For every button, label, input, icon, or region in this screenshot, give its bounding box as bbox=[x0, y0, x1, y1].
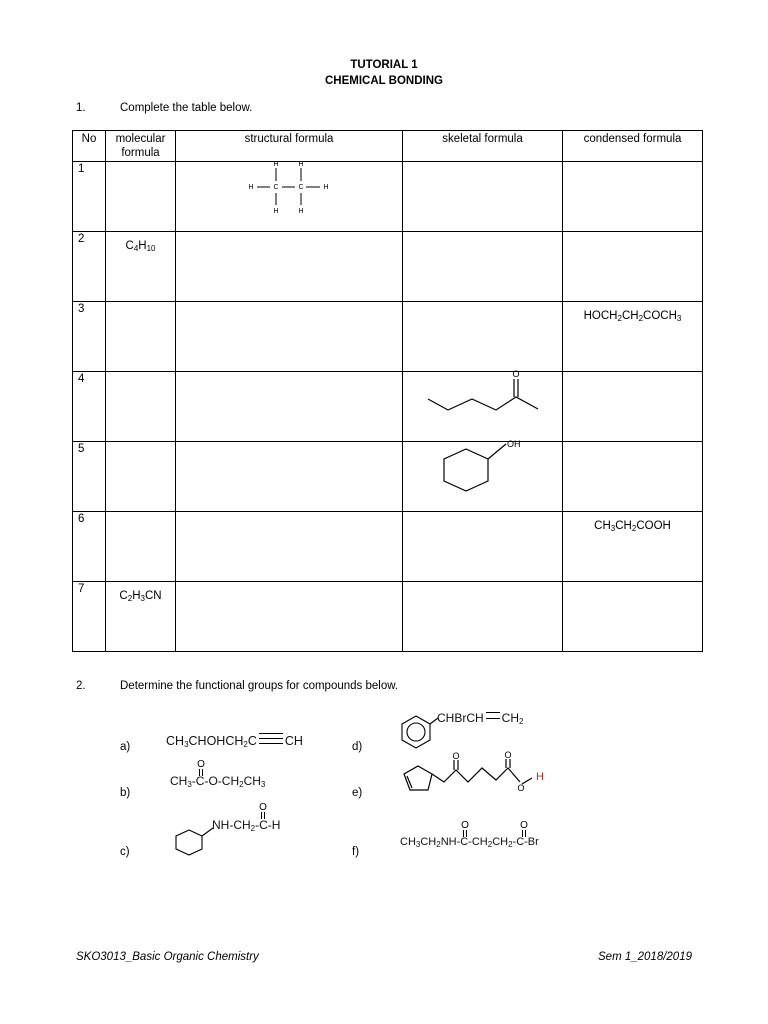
tutorial-title: TUTORIAL 1 bbox=[350, 59, 418, 71]
header-no: No bbox=[73, 131, 106, 162]
molecular-cell bbox=[106, 512, 176, 582]
question-2-text: Determine the functional groups for compounds below. bbox=[120, 680, 399, 692]
condensed-cell bbox=[563, 372, 703, 442]
tutorial-subtitle: CHEMICAL BONDING bbox=[325, 75, 443, 87]
condensed-cell bbox=[563, 442, 703, 512]
atom-c: C bbox=[273, 184, 279, 191]
header-structural-formula: structural formula bbox=[176, 131, 403, 162]
condensed-cell bbox=[563, 582, 703, 652]
skeletal-cell bbox=[403, 582, 563, 652]
skeletal-cell bbox=[403, 302, 563, 372]
table-header-row bbox=[73, 131, 703, 162]
molecular-cell bbox=[106, 372, 176, 442]
atom-h: H bbox=[323, 184, 329, 191]
molecular-cell bbox=[106, 582, 176, 652]
label-e: e) bbox=[352, 787, 363, 799]
condensed-cell bbox=[563, 162, 703, 232]
label-c: c) bbox=[120, 846, 130, 858]
molecular-cell bbox=[106, 302, 176, 372]
header-skeletal-formula: skeletal formula bbox=[403, 131, 563, 162]
footer-semester: Sem 1_2018/2019 bbox=[598, 951, 692, 963]
skeletal-cell bbox=[403, 512, 563, 582]
atom-o: O bbox=[517, 783, 525, 793]
question-1-number: 1. bbox=[76, 102, 86, 114]
atom-h: H bbox=[298, 161, 304, 168]
molecular-cell bbox=[106, 162, 176, 232]
atom-o: O bbox=[452, 751, 460, 761]
row-number: 2 bbox=[73, 232, 106, 302]
row-number: 5 bbox=[73, 442, 106, 512]
skeletal-cell bbox=[403, 232, 563, 302]
compound-a: $CH_3CHOHCH_2C$ CH bbox=[166, 734, 303, 749]
ketone-skeletal-formula bbox=[424, 368, 554, 418]
table-row bbox=[73, 232, 703, 302]
molecular-cell bbox=[106, 232, 176, 302]
label-a: a) bbox=[120, 741, 131, 753]
row-number: 4 bbox=[73, 372, 106, 442]
carbonyl-c bbox=[258, 801, 278, 821]
row-number: 7 bbox=[73, 582, 106, 652]
table-row bbox=[73, 442, 703, 512]
header-molecular-formula: molecular formula bbox=[106, 131, 176, 162]
molecular-formula-row-7: $C_2H_3CN$ bbox=[119, 590, 162, 603]
condensed-cell bbox=[563, 512, 703, 582]
question-1-text: Complete the table below. bbox=[120, 102, 253, 114]
svg-text:O: O bbox=[259, 802, 267, 813]
atom-h: H bbox=[298, 208, 304, 215]
atom-o: O bbox=[512, 369, 520, 379]
table-row bbox=[73, 512, 703, 582]
structural-cell bbox=[176, 232, 403, 302]
row-number: 3 bbox=[73, 302, 106, 372]
structural-cell bbox=[176, 302, 403, 372]
row-number: 1 bbox=[73, 162, 106, 232]
carbonyl-f-1 bbox=[460, 819, 480, 839]
carbonyl-b bbox=[196, 758, 216, 778]
compound-e-skeletal bbox=[400, 750, 560, 808]
condensed-formula-row-3: $HOCH_2CH_2COCH_3$ bbox=[583, 310, 682, 323]
structural-cell bbox=[176, 512, 403, 582]
compound-d: CHBrCH $CH_2$ bbox=[437, 711, 524, 726]
atom-h: H bbox=[248, 184, 254, 191]
compound-b: $CH_3-C-O-CH_2CH_3$ bbox=[170, 774, 266, 789]
structural-cell bbox=[176, 372, 403, 442]
formula-table bbox=[72, 130, 703, 652]
row-number: 6 bbox=[73, 512, 106, 582]
carbonyl-f-2 bbox=[519, 819, 539, 839]
table-row bbox=[73, 582, 703, 652]
table-row bbox=[73, 372, 703, 442]
atom-o: O bbox=[504, 750, 512, 760]
svg-text:O: O bbox=[461, 820, 469, 831]
compound-f: $CH_3CH_2NH-C-CH_2CH_2-C-Br$ bbox=[400, 836, 539, 849]
label-b: b) bbox=[120, 787, 131, 799]
molecular-formula-butane: $C_4H_{10}$ bbox=[125, 240, 156, 253]
molecular-cell bbox=[106, 442, 176, 512]
oh-label: OH bbox=[507, 439, 521, 449]
atom-h: H bbox=[273, 208, 279, 215]
condensed-cell bbox=[563, 302, 703, 372]
table-row bbox=[73, 302, 703, 372]
atom-c: C bbox=[298, 184, 304, 191]
label-d: d) bbox=[352, 741, 363, 753]
header-condensed-formula: condensed formula bbox=[563, 131, 703, 162]
atom-h: H bbox=[273, 161, 279, 168]
compound-c: $NH-CH_2-C-H$ bbox=[212, 818, 281, 833]
atom-h-e: H bbox=[536, 771, 544, 783]
condensed-formula-row-6: $CH_3CH_2COOH$ bbox=[594, 520, 671, 533]
footer-course: SKO3013_Basic Organic Chemistry bbox=[76, 951, 259, 963]
skeletal-cell bbox=[403, 162, 563, 232]
ethane-structural-formula bbox=[240, 158, 350, 218]
svg-text:O: O bbox=[197, 759, 205, 770]
structural-cell bbox=[176, 582, 403, 652]
question-2-number: 2. bbox=[76, 680, 86, 692]
table-row bbox=[73, 162, 703, 232]
label-f: f) bbox=[352, 846, 360, 858]
condensed-cell bbox=[563, 232, 703, 302]
structural-cell bbox=[176, 442, 403, 512]
svg-text:O: O bbox=[520, 820, 528, 831]
cyclohexanol-skeletal-formula bbox=[440, 436, 540, 496]
